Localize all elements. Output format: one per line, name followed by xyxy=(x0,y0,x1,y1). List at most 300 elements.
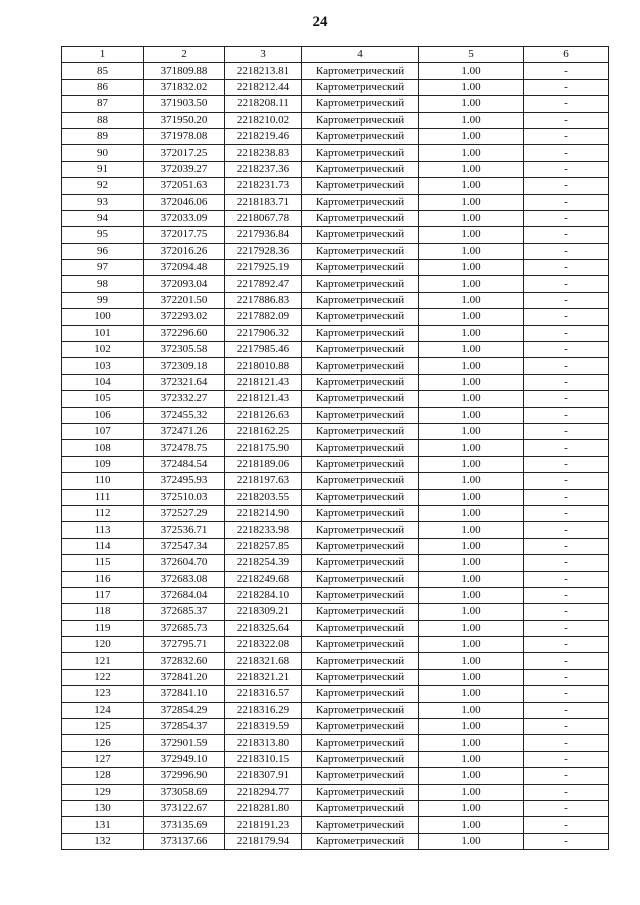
table-cell: 1.00 xyxy=(419,833,524,849)
table-cell: - xyxy=(524,79,609,95)
table-cell: Картометрический xyxy=(302,456,419,472)
table-cell: 372305.58 xyxy=(144,342,225,358)
table-cell: - xyxy=(524,637,609,653)
table-row xyxy=(62,604,609,620)
table-cell: 97 xyxy=(62,260,144,276)
table-cell: 372854.29 xyxy=(144,702,225,718)
table-cell: 121 xyxy=(62,653,144,669)
table-cell: 103 xyxy=(62,358,144,374)
table-cell: 373058.69 xyxy=(144,784,225,800)
table-cell: 372547.34 xyxy=(144,538,225,554)
table-cell: 95 xyxy=(62,227,144,243)
table-row xyxy=(62,210,609,226)
table-row xyxy=(62,342,609,358)
table-cell: 372332.27 xyxy=(144,391,225,407)
table-cell: 111 xyxy=(62,489,144,505)
table-cell: 2218322.08 xyxy=(225,637,302,653)
table-cell: - xyxy=(524,817,609,833)
table-cell: 105 xyxy=(62,391,144,407)
table-cell: 96 xyxy=(62,243,144,259)
table-cell: 1.00 xyxy=(419,161,524,177)
table-cell: 1.00 xyxy=(419,522,524,538)
table-row xyxy=(62,128,609,144)
table-cell: 372484.54 xyxy=(144,456,225,472)
table-cell: 2218208.11 xyxy=(225,96,302,112)
table-cell: 2218294.77 xyxy=(225,784,302,800)
table-cell: 1.00 xyxy=(419,243,524,259)
table-cell: Картометрический xyxy=(302,817,419,833)
table-cell: 2217985.46 xyxy=(225,342,302,358)
table-cell: Картометрический xyxy=(302,800,419,816)
table-row xyxy=(62,800,609,816)
table-cell: 126 xyxy=(62,735,144,751)
table-cell: 2217925.19 xyxy=(225,260,302,276)
table-cell: Картометрический xyxy=(302,768,419,784)
table-row xyxy=(62,522,609,538)
table-cell: Картометрический xyxy=(302,522,419,538)
table-cell: 372017.75 xyxy=(144,227,225,243)
table-cell: - xyxy=(524,374,609,390)
table-cell: 2218281.80 xyxy=(225,800,302,816)
table-cell: Картометрический xyxy=(302,423,419,439)
table-cell: 86 xyxy=(62,79,144,95)
table-cell: 2218319.59 xyxy=(225,719,302,735)
table-cell: Картометрический xyxy=(302,194,419,210)
table-cell: 85 xyxy=(62,63,144,79)
table-row xyxy=(62,374,609,390)
table-cell: 90 xyxy=(62,145,144,161)
table-cell: Картометрический xyxy=(302,440,419,456)
table-cell: 2218214.90 xyxy=(225,505,302,521)
header-cell: 2 xyxy=(144,47,225,63)
table-cell: - xyxy=(524,489,609,505)
table-cell: Картометрический xyxy=(302,407,419,423)
table-cell: Картометрический xyxy=(302,751,419,767)
table-cell: 109 xyxy=(62,456,144,472)
table-cell: 1.00 xyxy=(419,620,524,636)
table-cell: 98 xyxy=(62,276,144,292)
table-cell: 2218162.25 xyxy=(225,423,302,439)
table-cell: 1.00 xyxy=(419,79,524,95)
table-cell: 1.00 xyxy=(419,702,524,718)
table-cell: - xyxy=(524,768,609,784)
table-cell: 1.00 xyxy=(419,309,524,325)
table-cell: 2218310.15 xyxy=(225,751,302,767)
table-cell: 112 xyxy=(62,505,144,521)
table-cell: 1.00 xyxy=(419,292,524,308)
header-cell: 4 xyxy=(302,47,419,63)
table-cell: Картометрический xyxy=(302,161,419,177)
table-cell: 2218313.80 xyxy=(225,735,302,751)
table-cell: 1.00 xyxy=(419,342,524,358)
table-row xyxy=(62,768,609,784)
table-cell: Картометрический xyxy=(302,112,419,128)
table-cell: 2218191.23 xyxy=(225,817,302,833)
table-cell: 372017.25 xyxy=(144,145,225,161)
table-cell: Картометрический xyxy=(302,342,419,358)
table-cell: 93 xyxy=(62,194,144,210)
table-cell: 371832.02 xyxy=(144,79,225,95)
table-cell: 1.00 xyxy=(419,260,524,276)
table-cell: Картометрический xyxy=(302,702,419,718)
table-cell: 1.00 xyxy=(419,686,524,702)
table-cell: - xyxy=(524,669,609,685)
table-cell: 1.00 xyxy=(419,407,524,423)
table-cell: - xyxy=(524,309,609,325)
table-cell: - xyxy=(524,505,609,521)
table-cell: 1.00 xyxy=(419,751,524,767)
table-cell: 1.00 xyxy=(419,669,524,685)
header-cell: 1 xyxy=(62,47,144,63)
table-cell: - xyxy=(524,161,609,177)
table-cell: Картометрический xyxy=(302,653,419,669)
table-cell: 1.00 xyxy=(419,604,524,620)
table-row xyxy=(62,505,609,521)
table-cell: 2218126.63 xyxy=(225,407,302,423)
table-cell: 1.00 xyxy=(419,768,524,784)
table-cell: 2218179.94 xyxy=(225,833,302,849)
table-cell: 372949.10 xyxy=(144,751,225,767)
table-row xyxy=(62,63,609,79)
table-cell: 92 xyxy=(62,178,144,194)
table-cell: - xyxy=(524,391,609,407)
table-cell: 1.00 xyxy=(419,112,524,128)
table-cell: - xyxy=(524,243,609,259)
table-cell: 372051.63 xyxy=(144,178,225,194)
table-row xyxy=(62,145,609,161)
table-cell: 125 xyxy=(62,719,144,735)
table-cell: 2218231.73 xyxy=(225,178,302,194)
table-cell: 1.00 xyxy=(419,63,524,79)
table-cell: Картометрический xyxy=(302,620,419,636)
table-cell: Картометрический xyxy=(302,686,419,702)
table-cell: 2218254.39 xyxy=(225,555,302,571)
table-cell: 2218284.10 xyxy=(225,587,302,603)
table-cell: 106 xyxy=(62,407,144,423)
table-cell: Картометрический xyxy=(302,587,419,603)
table-cell: 118 xyxy=(62,604,144,620)
table-cell: 116 xyxy=(62,571,144,587)
table-cell: 2218219.46 xyxy=(225,128,302,144)
table-row xyxy=(62,227,609,243)
table-cell: 2217936.84 xyxy=(225,227,302,243)
table-cell: Картометрический xyxy=(302,358,419,374)
table-cell: 2217886.83 xyxy=(225,292,302,308)
table-cell: 99 xyxy=(62,292,144,308)
table-cell: 1.00 xyxy=(419,145,524,161)
table-cell: 108 xyxy=(62,440,144,456)
table-cell: 1.00 xyxy=(419,817,524,833)
table-cell: 2218212.44 xyxy=(225,79,302,95)
table-cell: 2218321.68 xyxy=(225,653,302,669)
table-cell: - xyxy=(524,800,609,816)
table-cell: - xyxy=(524,63,609,79)
table-cell: 372996.90 xyxy=(144,768,225,784)
table-cell: Картометрический xyxy=(302,719,419,735)
table-cell: 371978.08 xyxy=(144,128,225,144)
table-cell: 372201.50 xyxy=(144,292,225,308)
table-cell: 122 xyxy=(62,669,144,685)
table-row xyxy=(62,112,609,128)
table-cell: Картометрический xyxy=(302,309,419,325)
table-cell: 372093.04 xyxy=(144,276,225,292)
table-cell: - xyxy=(524,735,609,751)
table-cell: 372495.93 xyxy=(144,473,225,489)
table-cell: - xyxy=(524,473,609,489)
table-row xyxy=(62,260,609,276)
table-cell: 1.00 xyxy=(419,423,524,439)
table-row xyxy=(62,325,609,341)
table-cell: 1.00 xyxy=(419,571,524,587)
table-cell: 372094.48 xyxy=(144,260,225,276)
table-cell: Картометрический xyxy=(302,538,419,554)
table-cell: 107 xyxy=(62,423,144,439)
table-row xyxy=(62,456,609,472)
table-row xyxy=(62,440,609,456)
table-cell: Картометрический xyxy=(302,210,419,226)
table-cell: 372293.02 xyxy=(144,309,225,325)
table-cell: - xyxy=(524,96,609,112)
table-cell: 2218210.02 xyxy=(225,112,302,128)
table-cell: - xyxy=(524,260,609,276)
table-cell: 2218197.63 xyxy=(225,473,302,489)
table-cell: Картометрический xyxy=(302,276,419,292)
table-cell: 1.00 xyxy=(419,784,524,800)
table-cell: Картометрический xyxy=(302,292,419,308)
table-cell: 372841.20 xyxy=(144,669,225,685)
table-cell: - xyxy=(524,210,609,226)
table-cell: Картометрический xyxy=(302,571,419,587)
table-cell: 2218213.81 xyxy=(225,63,302,79)
table-row xyxy=(62,538,609,554)
table-row xyxy=(62,669,609,685)
table-cell: Картометрический xyxy=(302,260,419,276)
table-cell: - xyxy=(524,751,609,767)
table-cell: 1.00 xyxy=(419,456,524,472)
table-row xyxy=(62,686,609,702)
header-cell: 5 xyxy=(419,47,524,63)
table-cell: - xyxy=(524,784,609,800)
table-cell: 372033.09 xyxy=(144,210,225,226)
table-cell: 91 xyxy=(62,161,144,177)
table-cell: 2218067.78 xyxy=(225,210,302,226)
table-cell: Картометрический xyxy=(302,243,419,259)
table-cell: 1.00 xyxy=(419,489,524,505)
table-cell: 2218237.36 xyxy=(225,161,302,177)
table-row xyxy=(62,243,609,259)
table-row xyxy=(62,555,609,571)
table-cell: 89 xyxy=(62,128,144,144)
table-cell: 131 xyxy=(62,817,144,833)
table-cell: Картометрический xyxy=(302,178,419,194)
table-cell: 1.00 xyxy=(419,587,524,603)
table-cell: 372901.59 xyxy=(144,735,225,751)
table-header xyxy=(62,47,609,63)
table-row xyxy=(62,276,609,292)
table-cell: 2218321.21 xyxy=(225,669,302,685)
table-cell: 372604.70 xyxy=(144,555,225,571)
table-cell: Картометрический xyxy=(302,637,419,653)
table-row xyxy=(62,833,609,849)
table-cell: 117 xyxy=(62,587,144,603)
table-cell: 2218316.29 xyxy=(225,702,302,718)
table-row xyxy=(62,407,609,423)
table-cell: 129 xyxy=(62,784,144,800)
table-row xyxy=(62,423,609,439)
table-cell: - xyxy=(524,407,609,423)
table-cell: 1.00 xyxy=(419,194,524,210)
table-cell: 1.00 xyxy=(419,210,524,226)
table-cell: Картометрический xyxy=(302,473,419,489)
table-cell: 1.00 xyxy=(419,96,524,112)
table-cell: 372321.64 xyxy=(144,374,225,390)
table-cell: - xyxy=(524,112,609,128)
table-cell: 372536.71 xyxy=(144,522,225,538)
table-cell: 113 xyxy=(62,522,144,538)
table-cell: 371903.50 xyxy=(144,96,225,112)
table-cell: Картометрический xyxy=(302,391,419,407)
table-cell: 372527.29 xyxy=(144,505,225,521)
table-row xyxy=(62,735,609,751)
table-row xyxy=(62,784,609,800)
table-cell: 2218203.55 xyxy=(225,489,302,505)
table-row xyxy=(62,719,609,735)
table-cell: 128 xyxy=(62,768,144,784)
header-row xyxy=(62,47,609,63)
table-cell: - xyxy=(524,276,609,292)
table-cell: - xyxy=(524,702,609,718)
table-cell: 114 xyxy=(62,538,144,554)
table-cell: 373122.67 xyxy=(144,800,225,816)
table-row xyxy=(62,751,609,767)
table-cell: - xyxy=(524,686,609,702)
table-cell: Картометрический xyxy=(302,96,419,112)
table-cell: 2217892.47 xyxy=(225,276,302,292)
table-row xyxy=(62,96,609,112)
table-cell: 1.00 xyxy=(419,227,524,243)
table-cell: 110 xyxy=(62,473,144,489)
table-cell: 127 xyxy=(62,751,144,767)
table-cell: - xyxy=(524,292,609,308)
table-cell: 1.00 xyxy=(419,276,524,292)
table-cell: 2217882.09 xyxy=(225,309,302,325)
table-cell: - xyxy=(524,538,609,554)
table-cell: 372016.26 xyxy=(144,243,225,259)
table-cell: Картометрический xyxy=(302,489,419,505)
table-cell: 1.00 xyxy=(419,440,524,456)
table-cell: 1.00 xyxy=(419,637,524,653)
table-cell: 130 xyxy=(62,800,144,816)
table-cell: - xyxy=(524,440,609,456)
table-cell: 2218183.71 xyxy=(225,194,302,210)
table-row xyxy=(62,358,609,374)
table-cell: 372841.10 xyxy=(144,686,225,702)
table-cell: - xyxy=(524,145,609,161)
table-cell: 2218121.43 xyxy=(225,391,302,407)
table-cell: 1.00 xyxy=(419,555,524,571)
table-cell: 1.00 xyxy=(419,719,524,735)
table-cell: Картометрический xyxy=(302,604,419,620)
table-row xyxy=(62,194,609,210)
table-cell: 1.00 xyxy=(419,538,524,554)
table-cell: 372455.32 xyxy=(144,407,225,423)
table-cell: - xyxy=(524,719,609,735)
table-cell: 372683.08 xyxy=(144,571,225,587)
table-cell: - xyxy=(524,358,609,374)
table-cell: 101 xyxy=(62,325,144,341)
table-cell: 2218233.98 xyxy=(225,522,302,538)
table-cell: 2217906.32 xyxy=(225,325,302,341)
table-cell: 1.00 xyxy=(419,473,524,489)
table-row xyxy=(62,161,609,177)
table-cell: 372039.27 xyxy=(144,161,225,177)
table-cell: Картометрический xyxy=(302,79,419,95)
table-cell: - xyxy=(524,522,609,538)
table-cell: - xyxy=(524,423,609,439)
table-row xyxy=(62,79,609,95)
table-cell: 1.00 xyxy=(419,391,524,407)
table-cell: - xyxy=(524,342,609,358)
table-cell: - xyxy=(524,571,609,587)
table-cell: 2218307.91 xyxy=(225,768,302,784)
table-row xyxy=(62,653,609,669)
table-cell: Картометрический xyxy=(302,325,419,341)
table-cell: 2218238.83 xyxy=(225,145,302,161)
table-cell: - xyxy=(524,178,609,194)
table-cell: - xyxy=(524,325,609,341)
table-cell: 132 xyxy=(62,833,144,849)
table-cell: - xyxy=(524,555,609,571)
table-cell: - xyxy=(524,194,609,210)
table-cell: 102 xyxy=(62,342,144,358)
table-cell: - xyxy=(524,653,609,669)
table-cell: 88 xyxy=(62,112,144,128)
table-row xyxy=(62,637,609,653)
table-cell: 371950.20 xyxy=(144,112,225,128)
table-row xyxy=(62,571,609,587)
table-cell: Картометрический xyxy=(302,63,419,79)
table-cell: 120 xyxy=(62,637,144,653)
table-cell: - xyxy=(524,604,609,620)
table-cell: 373137.66 xyxy=(144,833,225,849)
table-cell: 124 xyxy=(62,702,144,718)
table-row xyxy=(62,178,609,194)
table-cell: 1.00 xyxy=(419,178,524,194)
table-cell: 2218249.68 xyxy=(225,571,302,587)
header-cell: 3 xyxy=(225,47,302,63)
table-cell: 372795.71 xyxy=(144,637,225,653)
table-cell: 115 xyxy=(62,555,144,571)
table-cell: Картометрический xyxy=(302,505,419,521)
table-row xyxy=(62,817,609,833)
table-row xyxy=(62,309,609,325)
table-cell: 1.00 xyxy=(419,735,524,751)
table-cell: - xyxy=(524,620,609,636)
table-row xyxy=(62,587,609,603)
table-row xyxy=(62,702,609,718)
table-cell: Картометрический xyxy=(302,374,419,390)
table-cell: Картометрический xyxy=(302,555,419,571)
table-cell: - xyxy=(524,587,609,603)
table-row xyxy=(62,473,609,489)
table-cell: Картометрический xyxy=(302,669,419,685)
table-cell: - xyxy=(524,227,609,243)
table-cell: 371809.88 xyxy=(144,63,225,79)
table-cell: 2217928.36 xyxy=(225,243,302,259)
table-cell: 1.00 xyxy=(419,128,524,144)
table-cell: 2218121.43 xyxy=(225,374,302,390)
table-cell: 372510.03 xyxy=(144,489,225,505)
